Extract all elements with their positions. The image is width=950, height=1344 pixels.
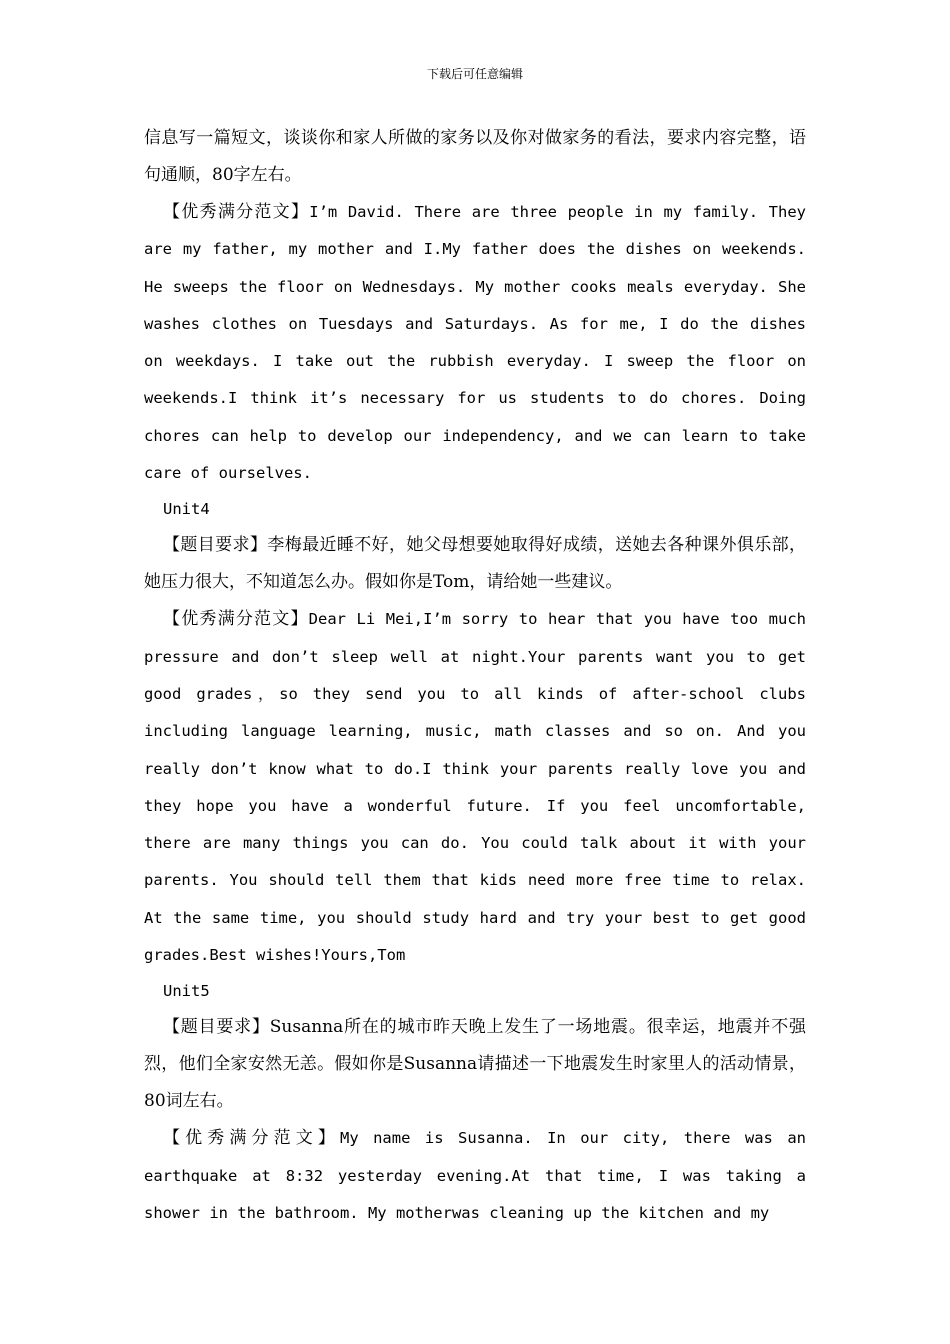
model-essay-tag: 【优秀满分范文】: [163, 609, 309, 630]
unit-heading-5: Unit5: [163, 982, 210, 1001]
paragraph-model-essay-unit5: [144, 1120, 806, 1232]
paragraph-model-essay-unit3: [144, 194, 806, 492]
paragraph-task-unit4: 【题目要求】李梅最近睡不好，她父母想要她取得好成绩，送她去各种课外俱乐部，她压力很大，不知道怎么办。假如你是Tom，请给她一些建议。: [144, 535, 806, 593]
unit-heading-4: Unit4: [163, 500, 210, 519]
paragraph-task-continued: 信息写一篇短文，谈谈你和家人所做的家务以及你对做家务的看法，要求内容完整，语句通顺，80字左右。: [144, 128, 806, 185]
model-essay-text: My name is Susanna. In our city, there was an earthquake at 8:32 yesterday evening.At that time, I was taking a shower in the bathroom. My motherwas cleaning up the kitchen and my: [144, 1129, 807, 1222]
paragraph-task-unit5: 【题目要求】Susanna所在的城市昨天晚上发生了一场地震。很幸运，地震并不强烈，他们全家安然无恙。假如你是Susanna请描述一下地震发生时家里人的活动情景，80词左右。: [144, 1017, 806, 1112]
paragraph-model-essay-unit4: [144, 601, 806, 974]
model-essay-text: I’m David. There are three people in my family. They are my father, my mother and I.My father does the dishes on weekends. He sweeps the floor on Wednesdays. My mother cooks meals everyday. She washes clothes on Tuesdays and Saturdays. As for me, I do the dishes on weekdays. I take out the rubbish everyday. I sweep the floor on weekends.I think it’s necessary for us students to do chores. Doing chores can help to develop our independency, and we can learn to take care of ourselves.: [144, 203, 806, 483]
model-essay-tag: 【优秀满分范文】: [163, 1128, 340, 1149]
document-body: [144, 120, 806, 1232]
page-header: 下载后可任意编辑: [426, 67, 523, 81]
model-essay-text: Dear Li Mei,I’m sorry to hear that you have too much pressure and don’t sleep well at night.Your parents want you to get good grades，so they send you to all kinds of after-school clubs including language learning, music, math classes and so on. And you really don’t know what to do.I think your parents really love you and they hope you have a wonderful future. If you feel uncomfortable, there are many things you can do. You could talk about it with your parents. You should tell them that kids need more free time to relax. At the same time, you should study hard and try your best to get good grades.Best wishes!Yours,Tom: [144, 610, 806, 965]
model-essay-tag: 【优秀满分范文】: [163, 202, 310, 222]
